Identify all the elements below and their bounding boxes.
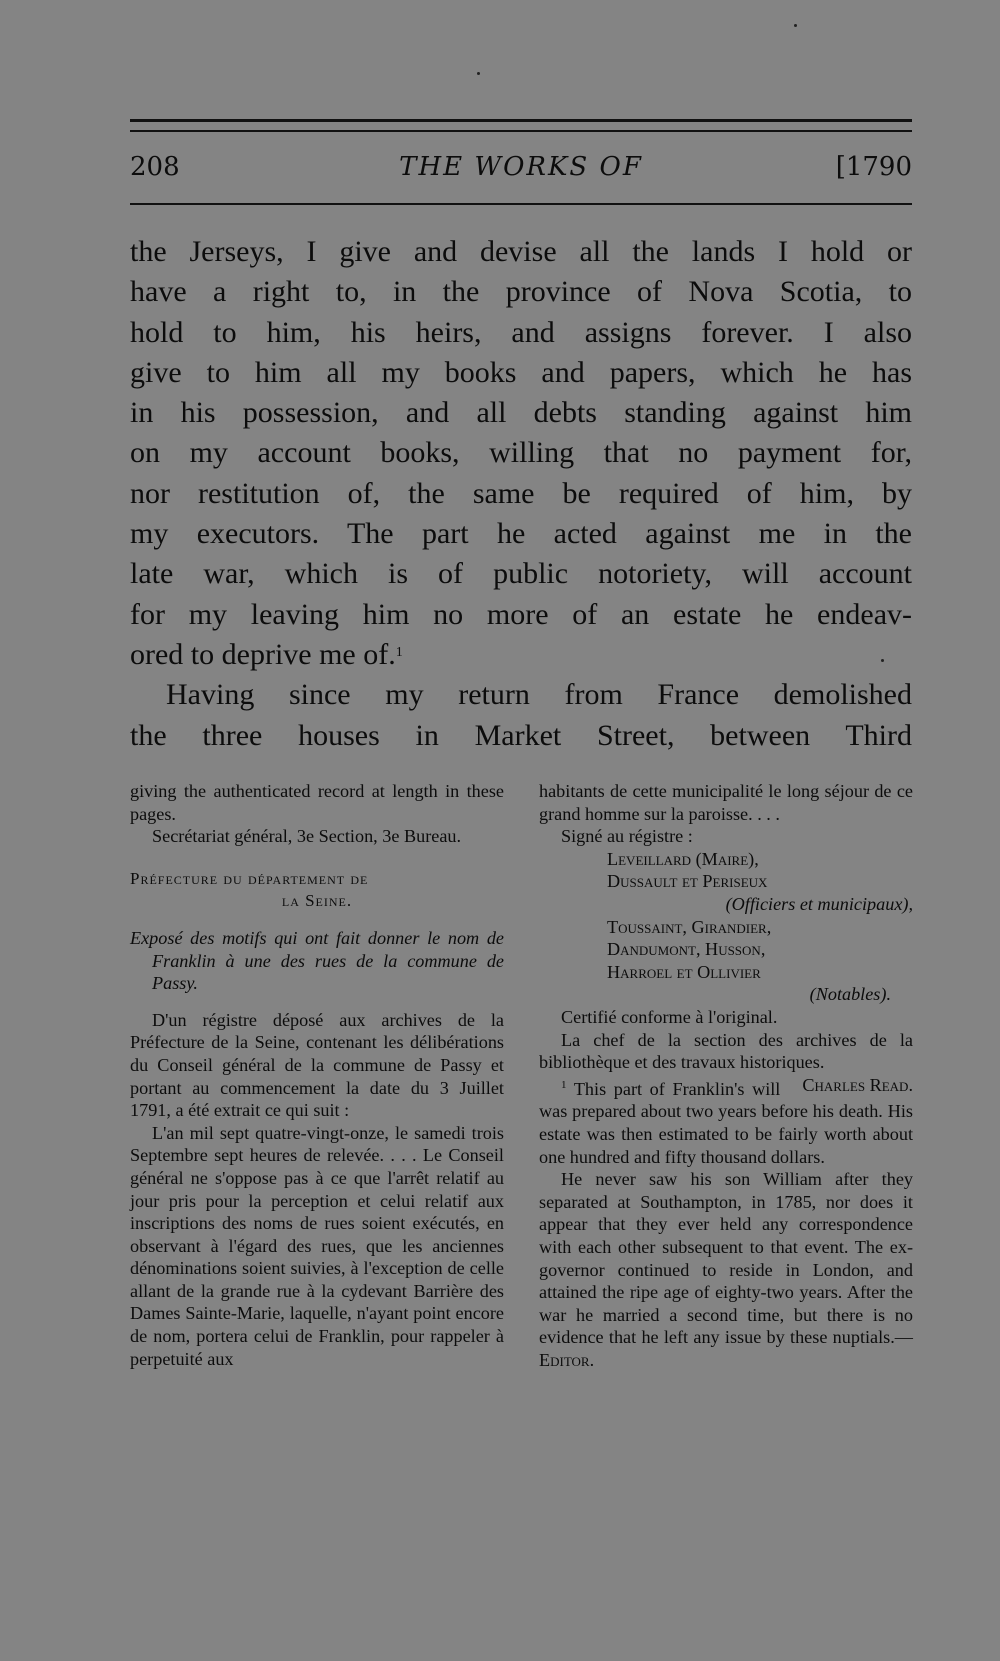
speck: [794, 24, 797, 27]
note-paragraph: giving the authenticated record at length in these pages.: [130, 781, 504, 824]
expose-title: Exposé des motifs qui ont fait donner le nom de Franklin à une des rues de la commune de Passy.: [130, 927, 504, 994]
footnote-text: This part of Franklin's will was prepared about two years before his death. His estate was then estimated to be fairly worth about one hundred and fifty thousand dollars.: [539, 1078, 913, 1167]
signature-line: Dandumont, Husson,: [607, 939, 766, 960]
text-line: the Jerseys, I give and devise all the lands I hold or: [130, 235, 912, 268]
note-paragraph: D'un régistre déposé aux archives de la Préfecture de la Seine, contenant les délibérations du Conseil général de la commune de Passy et portant au commencement la date du 3 Juillet 1791, a été extrait ce qui suit :: [130, 1009, 504, 1121]
signature-intro: Signé au régistre :: [561, 826, 693, 847]
text-line: Having since my return from France demolished: [166, 678, 912, 712]
text-line: my executors. The part he acted against me in the: [130, 517, 912, 551]
signature-line: Leveillard (Maire),: [607, 848, 759, 869]
page-title: THE WORKS OF: [399, 152, 643, 182]
signature-line: Harroel et Ollivier: [607, 961, 761, 982]
notes-right-column: [539, 780, 913, 1372]
chef-text: La chef de la section des archives de la bibliothèque et des travaux historiques.: [539, 1029, 913, 1073]
text-line: have a right to, in the province of Nova Scotia, to: [130, 275, 912, 309]
footnote-mark: 1: [561, 1078, 567, 1091]
text-line: for my leaving him no more of an estate he endeav-: [130, 597, 912, 631]
main-paragraph: [130, 232, 912, 675]
signature-line: (Officiers et municipaux),: [725, 893, 913, 914]
main-text: [130, 232, 912, 756]
footnote-mark: 1: [395, 644, 403, 660]
text-line-last: [130, 635, 912, 675]
text-line: nor restitution of, the same be required of him, by: [130, 476, 912, 510]
header-rule: [130, 130, 912, 132]
text-line: hold to him, his heirs, and assigns forever. I also: [130, 315, 912, 349]
signature-line: Toussaint, Girandier,: [607, 916, 772, 937]
note-paragraph: [539, 1029, 913, 1095]
notes-left-column: [130, 780, 504, 1370]
text-line: ored to deprive me of.: [130, 637, 396, 671]
text-line: late war, which is of public notoriety, will account: [130, 557, 912, 591]
note-paragraph: Secrétariat général, 3e Section, 3e Bureau.: [152, 826, 462, 847]
note-paragraph: L'an mil sept quatre-vingt-onze, le samedi trois Septembre sept heures de relevée. . . . Le Conseil général ne s'oppose pas à ce que l'arrêt relatif au jour pris pour la perception et celui relatif aux inscriptions des noms de rues soient exécutés, en observant à l'égard des rues, que les anciennes dénominations soient suivies, à l'exception de celle allant de la grande rue à la cydevant Barrière des Dames Sainte-Marie, laquelle, n'ayant point encore de nom, portera celui de Franklin, pour rappeler à perpetuité aux: [130, 1122, 504, 1369]
signature-line: Dussault et Periseux: [607, 871, 768, 892]
chef-signature: Charles Read.: [802, 1074, 913, 1095]
text-line: in his possession, and all debts standing against him: [130, 396, 912, 430]
running-head: [130, 152, 912, 188]
page-number: 208: [130, 152, 180, 182]
main-paragraph: [130, 675, 912, 756]
speck: [477, 72, 480, 75]
header-rule: [130, 203, 912, 205]
note-paragraph: habitants de cette municipalité le long séjour de ce grand homme sur la paroisse. . . .: [539, 781, 913, 824]
prefecture-heading: Préfecture du département de: [130, 868, 369, 888]
prefecture-heading: la Seine.: [281, 891, 353, 911]
text-line: the three houses in Market Street, between Third: [130, 718, 912, 752]
signature-line: (Notables).: [809, 984, 891, 1005]
footnote: [539, 1168, 913, 1371]
text-line: on my account books, willing that no payment for,: [130, 436, 912, 470]
footnote-text: He never saw his son William after they separated at Southampton, in 1785, nor does it appear that they ever held any correspondence with each other subsequent to that event. The ex-governor continued to reside in London, and attained the ripe age of eighty-two years. After the war he married a second time, but there is no evidence that he left any issue by these nuptials.—: [539, 1169, 913, 1348]
editor-signature: Editor.: [539, 1349, 595, 1370]
note-paragraph: Certifié conforme à l'original.: [561, 1006, 778, 1027]
header-rule: [130, 119, 912, 122]
text-line: give to him all my books and papers, which he has: [130, 355, 912, 389]
year-label: [1790: [835, 152, 912, 182]
